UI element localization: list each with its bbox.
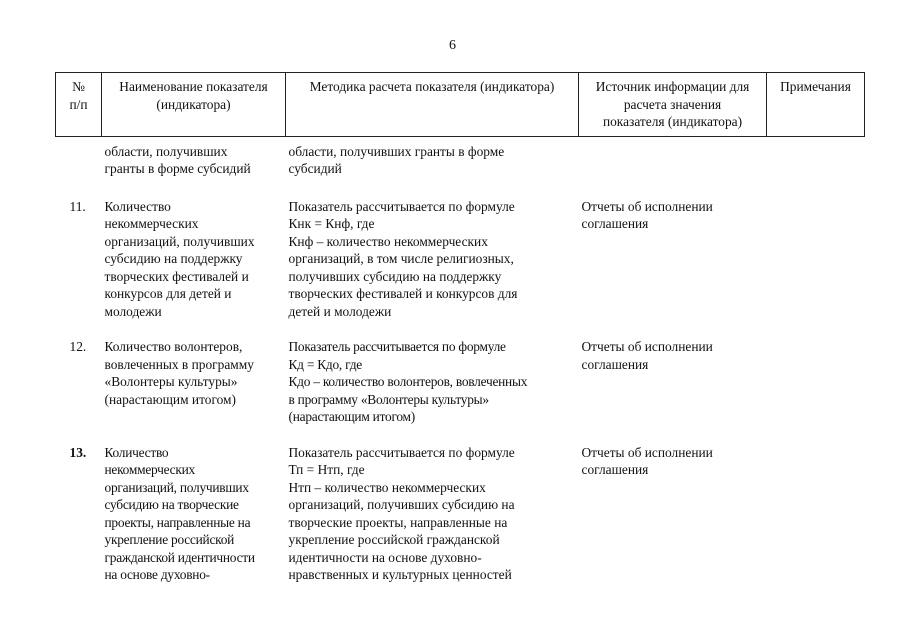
- row-number: 12.: [69, 339, 87, 354]
- row-notes: [767, 198, 865, 339]
- table-row: [56, 136, 865, 198]
- indicator-table: [55, 72, 865, 584]
- header-information-source: Источник информации для расчета значения показателя (индикатора): [579, 73, 767, 137]
- header-number: № п/п: [56, 73, 102, 137]
- row-calculation-method: Показатель рассчитывается по формуле Кнк = Кнф, где Кнф – количество некоммерческих организаций, в том числе религиозных, получивших субсидию на поддержку творческих фестивалей и конкурсов для детей и молодежи: [288, 198, 518, 319]
- row-notes: [767, 338, 865, 444]
- row-number: 13.: [69, 444, 87, 460]
- header-indicator-name: Наименование показателя (индикатора): [102, 73, 286, 137]
- row-indicator-name: Количество некоммерческих организаций, получивших субсидию на поддержку творческих фестивалей и конкурсов для детей и молодежи: [104, 198, 255, 319]
- row-indicator-name: области, получивших гранты в форме субсидий: [104, 143, 251, 176]
- row-calculation-method: Показатель рассчитывается по формуле Кд = Кдо, где Кдо – количество волонтеров, вовлеченных в программу «Волонтеры культуры» (нарастающим итогом): [288, 339, 528, 424]
- row-information-source: Отчеты об исполнении соглашения: [581, 444, 713, 477]
- row-indicator-name: Количество волонтеров, вовлеченных в программу «Волонтеры культуры» (нарастающим итогом): [104, 339, 254, 407]
- row-number: 11.: [69, 198, 86, 214]
- table-row: [56, 444, 865, 584]
- row-information-source: Отчеты об исполнении соглашения: [581, 198, 713, 231]
- header-notes: Примечания: [767, 73, 865, 137]
- row-calculation-method: области, получивших гранты в форме субсидий: [288, 143, 505, 176]
- row-number: [56, 136, 102, 198]
- row-indicator-name: Количество некоммерческих организаций, получивших субсидию на творческие проекты, направленные на укрепление российской гражданской идентичности на основе духовно-: [104, 444, 255, 582]
- page-number: 6: [449, 38, 456, 53]
- row-information-source: [579, 136, 767, 198]
- table-row: [56, 198, 865, 339]
- row-notes: [767, 136, 865, 198]
- row-notes: [767, 444, 865, 584]
- header-calculation-method: Методика расчета показателя (индикатора): [286, 73, 579, 137]
- table-row: [56, 338, 865, 444]
- row-information-source: Отчеты об исполнении соглашения: [581, 339, 713, 372]
- row-calculation-method: Показатель рассчитывается по формуле Тп = Нтп, где Нтп – количество некоммерческих организаций, получивших субсидию на творческие проекты, направленные на укрепление российской гражданской идентичности на основе духовно- нравственных и культурных ценностей: [288, 444, 515, 582]
- table-header-row: [56, 73, 865, 137]
